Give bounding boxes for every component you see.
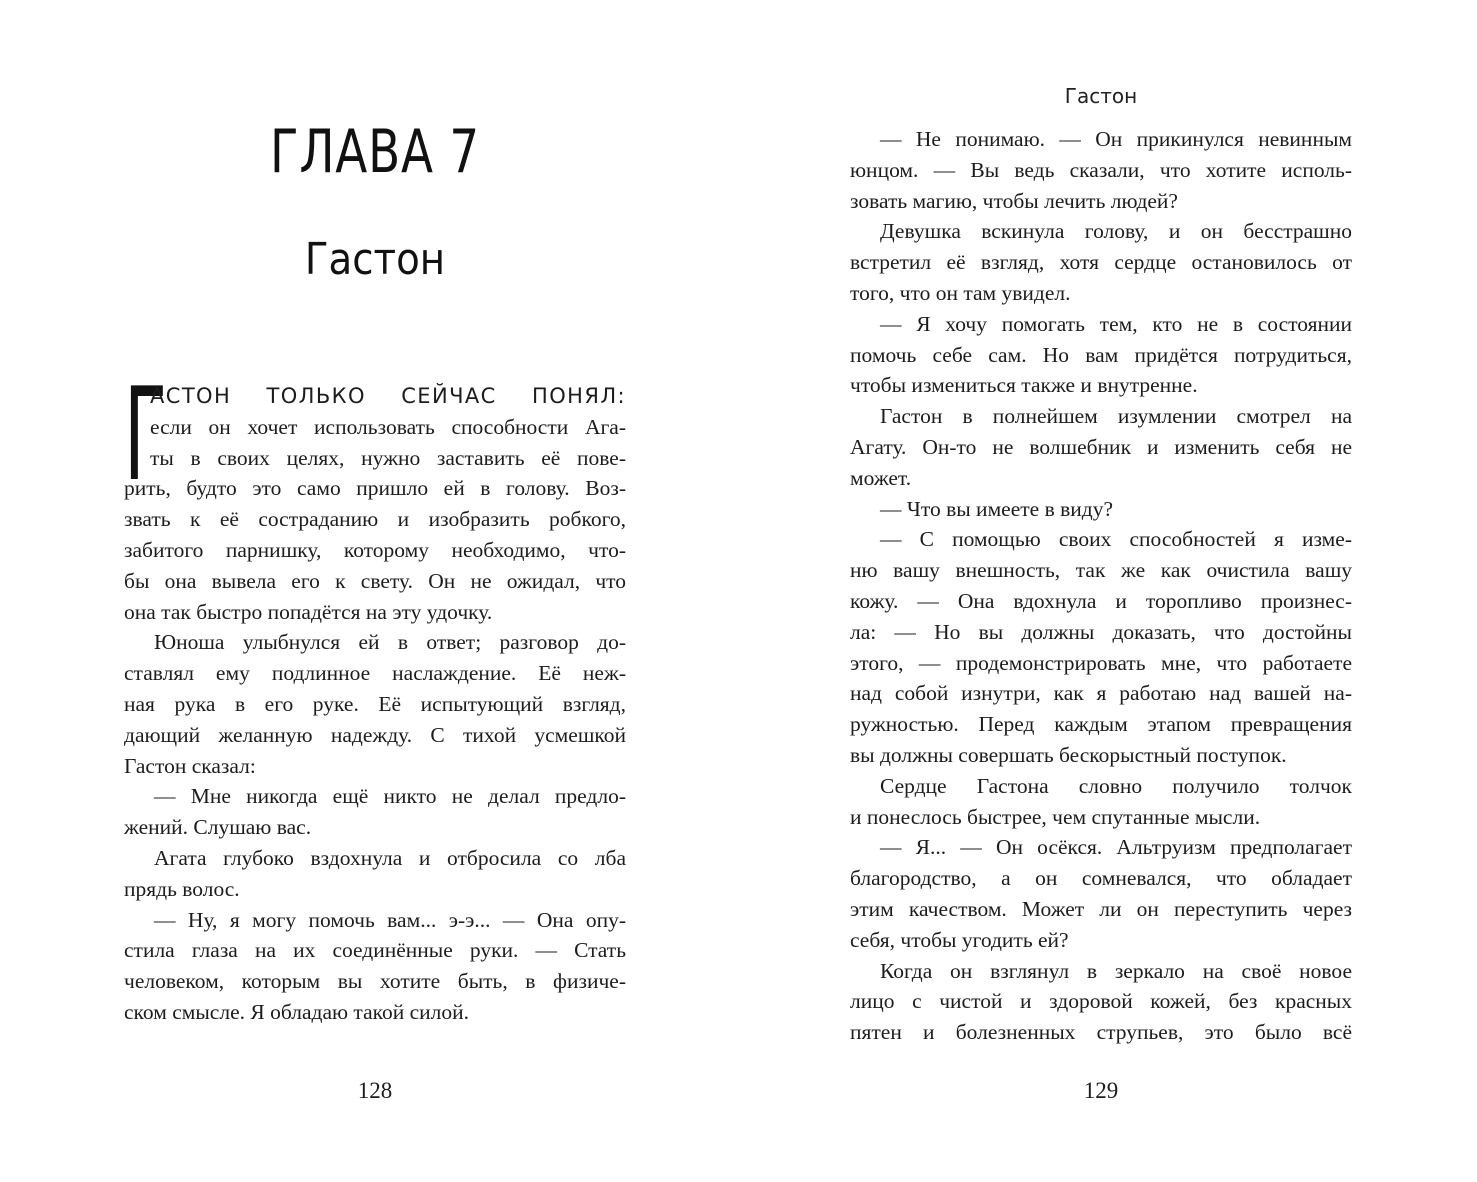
text-line: человеком, которым вы хотите быть, в физиче- [124,969,626,994]
text-line: ная рука в его руке. Её испытующий взгляд, [124,691,626,716]
text-line: ском смысле. Я обладаю такой силой. [124,999,470,1024]
text-line: ла: — Но вы должны доказать, что достойны [850,619,1352,644]
text-line: ню вашу внешность, так же как очистила вашу [850,558,1352,583]
text-line: этого, — продемонстрировать мне, что работаете [850,650,1352,675]
text-line: — Не понимаю. — Он прикинулся невинным [880,127,1352,151]
text-line: прядь волос. [124,876,240,901]
text-line: Когда он взглянул в зеркало на своё новое [880,958,1352,983]
text-line: лицо с чистой и здоровой кожей, без красных [850,989,1352,1014]
text-line: дающий желанную надежду. С тихой усмешкой [124,722,626,747]
text-line: — Ну, я могу помочь вам... э-э... — Она опу- [154,907,626,932]
right-body-text [850,124,1352,1048]
running-head: Гастон [1064,84,1138,108]
text-line: бы она вывела его к свету. Он не ожидал, что [124,568,626,593]
text-line: Девушка вскинула голову, и он бесстрашно [880,219,1352,244]
text-line: благородство, а он сомневался, что обладает [850,866,1352,891]
text-line: Юноша улыбнулся ей в ответ; разговор до- [154,630,626,655]
page-number: 128 [357,1078,393,1103]
chapter-number: ГЛАВА 7 [270,117,480,187]
text-line: над собой изнутри, как я работаю над вашей на- [850,681,1352,706]
text-line: — С помощью своих способностей я изме- [880,527,1352,552]
text-line: — Мне никогда ещё никто не делал предло- [154,784,626,809]
text-line: ставлял ему подлинное наслаждение. Её неж- [124,661,626,686]
text-line: помочь себе сам. Но вам придётся потрудиться, [850,342,1352,367]
text-line: стила глаза на их соединённые руки. — Стать [124,938,626,963]
text-line: Агата глубоко вздохнула и отбросила со лба [154,845,626,870]
text-line: Гастон в полнейшем изумлении смотрел на [880,404,1352,429]
right-page [738,0,1477,1182]
text-line: АСТОН ТОЛЬКО СЕЙЧАС ПОНЯЛ: [150,384,626,408]
text-line: себя, чтобы угодить ей? [850,927,1069,952]
text-line: кожу. — Она вдохнула и торопливо произнес- [850,588,1352,613]
text-line: она так быстро попадётся на эту удочку. [124,599,493,624]
text-line: жений. Слушаю вас. [124,815,312,840]
left-page [0,0,738,1182]
drop-cap: Г [124,361,167,510]
text-line: этим качеством. Может ли он переступить через [850,896,1352,921]
text-line: того, что он там увидел. [850,280,1071,305]
text-line: зовать магию, чтобы лечить людей? [850,188,1178,213]
text-line: если он хочет использовать способности Ага- [150,414,626,439]
text-line: встретил её взгляд, хотя сердце остановилось от [850,250,1352,275]
text-line: вы должны совершать бескорыстный поступок. [850,742,1287,767]
text-line: ружностью. Перед каждым этапом превращения [850,712,1352,737]
text-line: чтобы измениться также и внутренне. [850,373,1198,398]
chapter-title: Гастон [304,234,446,285]
text-line: забитого парнишку, которому необходимо, что- [124,537,626,562]
text-line: ты в своих целях, нужно заставить её пове- [150,445,626,470]
page-number: 129 [1083,1078,1119,1103]
text-line: может. [850,465,912,490]
text-line: Гастон сказал: [124,753,256,778]
text-line: пятен и болезненных струпьев, это было всё [850,1020,1352,1045]
text-line: — Я... — Он осёкся. Альтруизм предполагает [880,835,1352,860]
text-line: Агату. Он-то не волшебник и изменить себя не [850,434,1352,459]
text-line: рить, будто это само пришло ей в голову. Воз- [124,476,626,501]
text-line: звать к её состраданию и изобразить робкого, [124,507,626,532]
text-line: — Я хочу помогать тем, кто не в состоянии [880,311,1352,336]
text-line: и понеслось быстрее, чем спутанные мысли. [850,804,1261,829]
text-line: Сердце Гастона словно получило толчок [880,773,1352,798]
left-body-text [124,361,626,1028]
text-line: юнцом. — Вы ведь сказали, что хотите исполь- [850,157,1352,182]
text-line: — Что вы имеете в виду? [880,496,1113,521]
